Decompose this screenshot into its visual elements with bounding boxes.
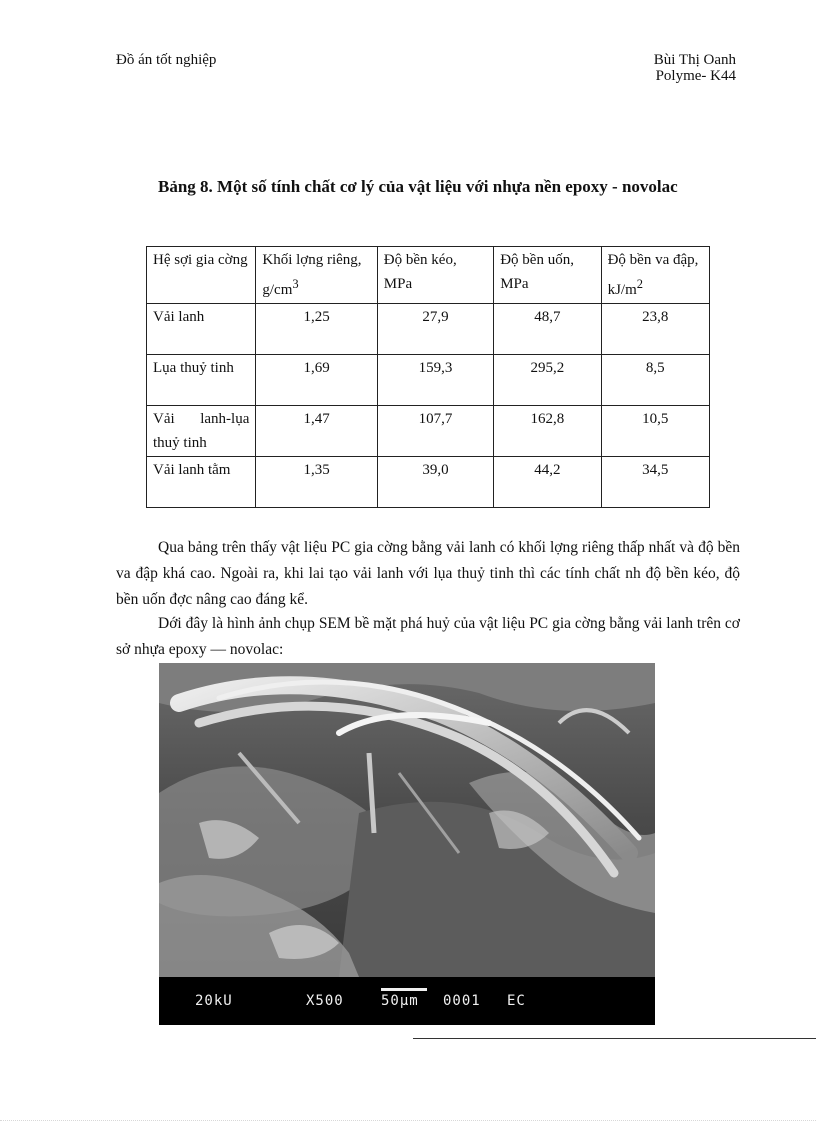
cell-density: 1,25 (256, 304, 377, 355)
header-left: Đồ án tốt nghiệp (116, 52, 217, 68)
cell-fiber-system: Vải lanh tằm (147, 457, 256, 508)
cell-fiber-system: Lụa thuỷ tinh (147, 355, 256, 406)
sem-info-bar (159, 977, 655, 1025)
cell-impact: 23,8 (601, 304, 709, 355)
cell-flexural: 44,2 (494, 457, 601, 508)
header-cell-flexural-strength: Độ bền uốn, MPa (494, 247, 601, 304)
paragraph-sem-intro: Dới đây là hình ảnh chụp SEM bề mặt phá huỷ của vật liệu PC gia cờng bằng vải lanh trên cơ sở nhựa epoxy — novolac: (116, 615, 740, 658)
sem-image-fracture-surface (159, 663, 655, 977)
table-caption: Bảng 8. Một số tính chất cơ lý của vật liệu với nhựa nền epoxy - novolac (158, 177, 678, 196)
sem-voltage: 20kU (195, 993, 233, 1009)
sem-scale-label: 50µm (381, 993, 419, 1009)
properties-table (146, 246, 710, 508)
author-name: Bùi Thị Oanh (653, 52, 736, 68)
sem-tag: EC (507, 993, 526, 1009)
sem-scale-bar (381, 988, 427, 991)
header-cell-tensile-strength: Độ bền kéo, MPa (377, 247, 493, 304)
sem-magnification: X500 (306, 993, 344, 1009)
density-unit-exponent: 3 (292, 277, 299, 291)
cell-tensile: 39,0 (377, 457, 493, 508)
table-header-row (147, 247, 710, 304)
cell-tensile: 27,9 (377, 304, 493, 355)
cell-flexural: 162,8 (494, 406, 601, 457)
cell-tensile: 107,7 (377, 406, 493, 457)
cell-impact: 34,5 (601, 457, 709, 508)
cell-fiber-system: Vải lanh-lụa thuỷ tinh (147, 406, 256, 457)
cell-density: 1,47 (256, 406, 377, 457)
cell-flexural: 295,2 (494, 355, 601, 406)
cell-impact: 8,5 (601, 355, 709, 406)
table-row (147, 457, 710, 508)
table-row (147, 304, 710, 355)
cell-flexural: 48,7 (494, 304, 601, 355)
cell-density: 1,35 (256, 457, 377, 508)
impact-label: Độ bền va đập, kJ/m (607, 252, 699, 298)
header-cell-fiber-system: Hệ sợi gia cờng (147, 247, 256, 304)
table-row (147, 355, 710, 406)
sem-image-code: 0001 (443, 993, 481, 1009)
paragraph-analysis: Qua bảng trên thấy vật liệu PC gia cờng bằng vải lanh có khối lợng riêng thấp nhất và độ bền va đập khá cao. Ngoài ra, khi lai tạo vải lanh với lụa thuỷ tinh thì các tính chất nh độ bền kéo, độ bền uốn đợc nâng cao đáng kể. (116, 539, 740, 608)
cell-fiber-system: Vải lanh (147, 304, 256, 355)
author-class: Polyme- K44 (655, 68, 736, 84)
page-boundary (0, 1120, 816, 1121)
table-row (147, 406, 710, 457)
cell-impact: 10,5 (601, 406, 709, 457)
header-cell-density (256, 247, 377, 304)
footer-rule (413, 1038, 816, 1039)
cell-density: 1,69 (256, 355, 377, 406)
density-label: Khối lợng riêng, g/cm (262, 252, 362, 298)
impact-unit-exponent: 2 (636, 277, 644, 291)
sem-micrograph (159, 663, 655, 1025)
header-right (654, 52, 736, 84)
cell-tensile: 159,3 (377, 355, 493, 406)
header-cell-impact-strength (601, 247, 709, 304)
